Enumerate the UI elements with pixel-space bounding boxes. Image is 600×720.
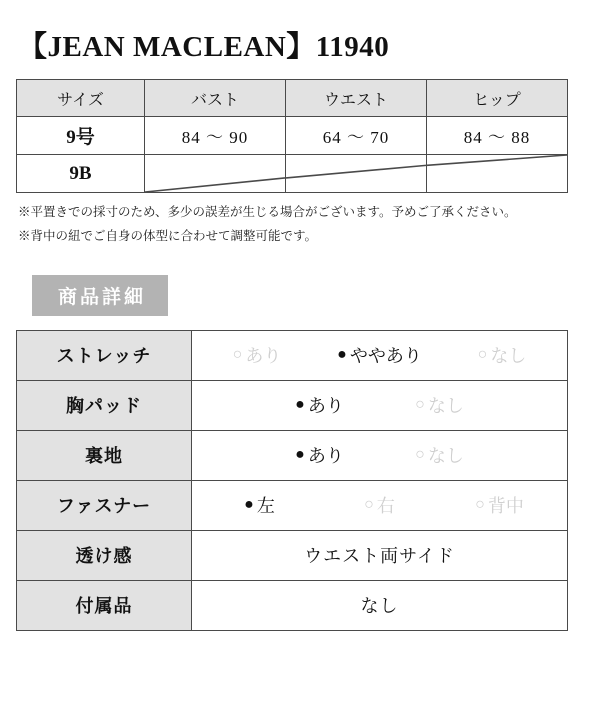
detail-label-accessories: 付属品 [17,580,192,630]
option-lining-nashi [380,442,500,468]
option-fastener-back [440,492,560,518]
size-row-waist-struck [286,155,427,193]
detail-label-sheerness: 透け感 [17,530,192,580]
radio-unselected-icon: ○ [364,496,374,513]
option-label: なし [427,446,464,466]
table-row [17,430,568,480]
detail-table [16,330,568,631]
option-label: 左 [256,496,275,516]
option-label: あり [307,446,344,466]
notes-list [18,201,584,249]
option-stretch-nashi [445,342,560,368]
detail-table-wrap [16,330,584,631]
table-row [17,117,568,155]
section-header-detail: 商品詳細 [32,275,168,316]
detail-value-sheerness [192,530,568,580]
detail-value-fastener [192,480,568,530]
table-row [17,530,568,580]
strikethrough-icon [427,155,567,192]
detail-value-stretch [192,330,568,380]
strikethrough-icon [286,155,426,192]
size-header-waist: ウエスト [286,80,427,117]
option-group [193,442,566,468]
table-row [17,330,568,380]
option-group [193,342,566,368]
size-row-bust-struck [145,155,286,193]
option-label: なし [490,346,527,366]
size-header-hip: ヒップ [427,80,568,117]
radio-selected-icon: ● [295,396,305,413]
radio-unselected-icon: ○ [475,496,485,513]
size-table-head [17,80,568,117]
option-group [193,492,566,518]
option-fastener-right [320,492,440,518]
option-group [193,392,566,418]
option-stretch-ari [200,342,315,368]
size-header-size: サイズ [17,80,145,117]
option-label: 右 [376,496,395,516]
note-item: ※平置きでの採寸のため、多少の誤差が生じる場合がございます。予めご了承ください。 [18,205,517,219]
radio-unselected-icon: ○ [415,396,425,413]
radio-unselected-icon: ○ [415,446,425,463]
option-label: あり [307,396,344,416]
size-header-bust: バスト [145,80,286,117]
detail-label-fastener: ファスナー [17,480,192,530]
size-row-label: 9B [17,155,145,193]
option-bustpad-ari [260,392,380,418]
radio-selected-icon: ● [244,496,254,513]
table-row [17,380,568,430]
size-row-label: 9号 [17,117,145,155]
detail-table-body [17,330,568,630]
detail-label-stretch: ストレッチ [17,330,192,380]
detail-value-lining [192,430,568,480]
option-label: あり [245,346,282,366]
note-item: ※背中の紐でご自身の体型に合わせて調整可能です。 [18,228,318,243]
page-title: 【JEAN MACLEAN】11940 [18,31,390,63]
size-row-bust: 84 ～ 90 [145,117,286,155]
detail-label-bust-pad: 胸パッド [17,380,192,430]
option-fastener-left [200,492,320,518]
option-lining-ari [260,442,380,468]
detail-label-lining: 裏地 [17,430,192,480]
size-row-waist: 64 ～ 70 [286,117,427,155]
option-label: ややあり [349,346,422,366]
table-row [17,480,568,530]
table-row [17,580,568,630]
radio-selected-icon: ● [295,446,305,463]
option-bustpad-nashi [380,392,500,418]
radio-unselected-icon: ○ [477,346,488,363]
option-stretch-yayaari [315,342,445,368]
detail-value-bust-pad [192,380,568,430]
detail-text-value: なし [360,596,399,616]
strikethrough-icon [145,155,285,192]
option-label: なし [427,396,464,416]
size-row-hip-struck [427,155,568,193]
detail-text-value: ウエスト両サイド [304,546,455,566]
option-label: 背中 [487,496,524,516]
size-table-header-row [17,80,568,117]
table-row [17,155,568,193]
radio-selected-icon: ● [337,346,347,363]
detail-value-accessories [192,580,568,630]
size-row-hip: 84 ～ 88 [427,117,568,155]
size-table [16,79,568,193]
radio-unselected-icon: ○ [232,346,243,363]
size-table-body [17,117,568,193]
